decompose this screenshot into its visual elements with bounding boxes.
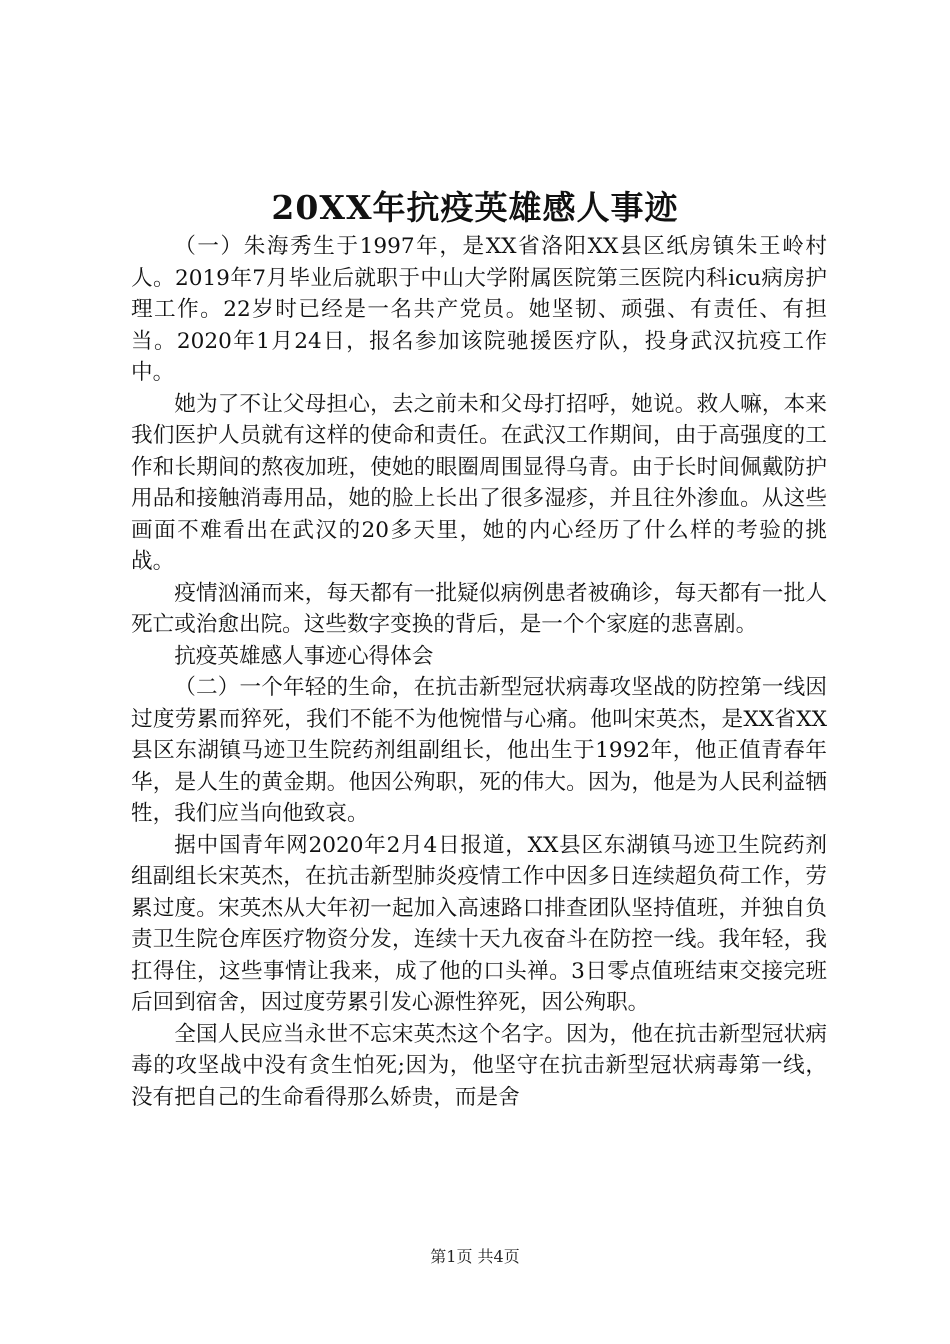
section-heading: 抗疫英雄感人事迹心得体会 (174, 643, 434, 669)
page-footer: 第1页 共4页 (430, 1247, 520, 1266)
paragraph: 据中国青年网2020年2月4日报道，XX县区东湖镇马迹卫生院药剂组副组长宋英杰，在抗击新型肺炎疫情工作中因多日连续超负荷工作，劳累过度。宋英杰从大年初一起加入高速路口排查团队坚持值班，并独自负责卫生院仓库医疗物资分发，连续十天九夜奋斗在防控一线。我年轻，我扛得住，这些事情让我来，成了他的口头禅。3日零点值班结束交接完班后回到宿舍，因过度劳累引发心源性猝死，因公殉职。 (131, 832, 827, 1015)
paragraph: 全国人民应当永世不忘宋英杰这个名字。因为，他在抗击新型冠状病毒的攻坚战中没有贪生怕死;因为，他坚守在抗击新型冠状病毒第一线，没有把自己的生命看得那么娇贵，而是舍 (131, 1021, 827, 1110)
document-body (131, 231, 827, 1113)
paragraph: （二）一个年轻的生命，在抗击新型冠状病毒攻坚战的防控第一线因过度劳累而猝死，我们不能不为他惋惜与心痛。他叫宋英杰，是XX省XX县区东湖镇马迹卫生院药剂组副组长，他出生于1992年，他正值青春年华，是人生的黄金期。他因公殉职，死的伟大。因为，他是为人民利益牺牲，我们应当向他致哀。 (131, 675, 827, 826)
paragraph: 疫情汹涌而来，每天都有一批疑似病例患者被确诊，每天都有一批人死亡或治愈出院。这些数字变换的背后，是一个个家庭的悲喜剧。 (131, 580, 827, 637)
paragraph: （一）朱海秀生于1997年，是XX省洛阳XX县区纸房镇朱王岭村人。2019年7月毕业后就职于中山大学附属医院第三医院内科icu病房护理工作。22岁时已经是一名共产党员。她坚韧、顽强、有责任、有担当。2020年1月24日，报名参加该院驰援医疗队，投身武汉抗疫工作中。 (131, 234, 827, 385)
paragraph: 她为了不让父母担心，去之前未和父母打招呼，她说。救人嘛，本来我们医护人员就有这样的使命和责任。在武汉工作期间，由于高强度的工作和长期间的熬夜加班，使她的眼圈周围显得乌青。由于长时间佩戴防护用品和接触消毒用品，她的脸上长出了很多湿疹，并且往外渗血。从这些画面不难看出在武汉的20多天里，她的内心经历了什么样的考验的挑战。 (131, 391, 827, 574)
document-title: 20XX年抗疫英雄感人事迹 (271, 188, 679, 227)
